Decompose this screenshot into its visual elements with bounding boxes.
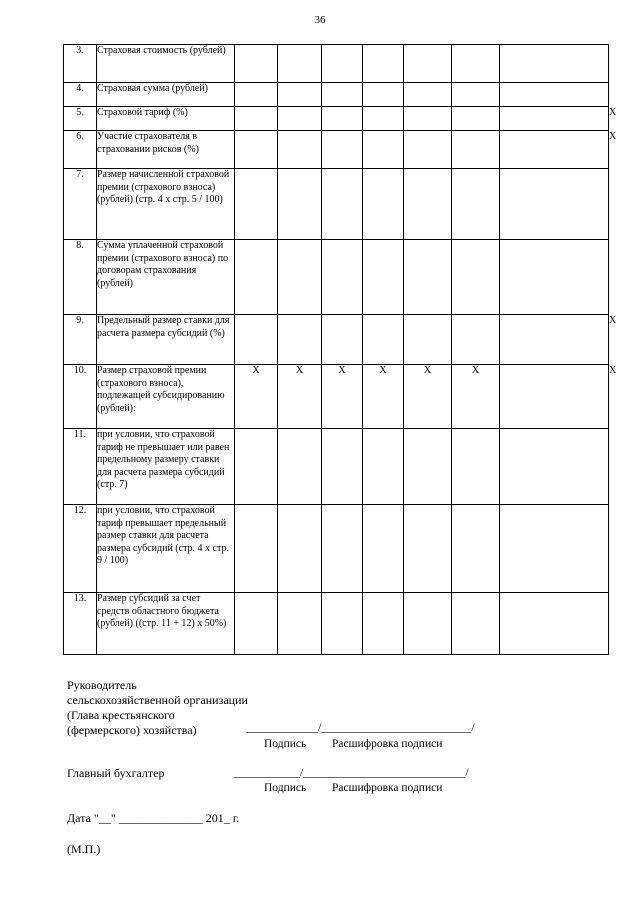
- table-cell: X: [235, 365, 278, 429]
- table-cell: [235, 45, 278, 83]
- row-number: 11.: [64, 429, 97, 505]
- table-cell: [363, 240, 404, 315]
- page-number: 36: [314, 14, 326, 26]
- table-cell: [322, 429, 363, 505]
- row-number: 3.: [64, 45, 97, 83]
- row-description: Сумма уплаченной страховой премии (страхового взноса) по договорам страхования (рублей): [97, 240, 235, 315]
- table-row: [64, 83, 609, 107]
- row-number: 13.: [64, 593, 97, 655]
- row-description: Страховая сумма (рублей): [97, 83, 235, 107]
- table-cell: [404, 45, 452, 83]
- stamp-placeholder: (М.П.): [67, 842, 101, 856]
- head-signature-caption: Подпись: [264, 738, 307, 750]
- date-line: Дата "__" ______________ 201_ г.: [67, 811, 240, 825]
- accountant-signature-caption: Подпись: [264, 782, 307, 794]
- table-cell: [363, 45, 404, 83]
- table-cell: X: [363, 365, 404, 429]
- row-number: 9.: [64, 315, 97, 365]
- table-cell: [500, 315, 609, 365]
- table-row: [64, 429, 609, 505]
- table-cell: [235, 593, 278, 655]
- table-cell: [322, 593, 363, 655]
- table-cell: X: [404, 365, 452, 429]
- table-cell: [404, 429, 452, 505]
- table-cell: [404, 169, 452, 240]
- head-label-line-3: (Глава крестьянского: [67, 708, 175, 722]
- table-cell: [278, 169, 322, 240]
- table-cell: [452, 83, 500, 107]
- table-cell: [500, 365, 609, 429]
- table-row: [64, 240, 609, 315]
- table-cell: [500, 240, 609, 315]
- table-cell: X: [452, 365, 500, 429]
- table-cell: [278, 593, 322, 655]
- table-cell: [363, 593, 404, 655]
- row-description: при условии, что страховой тариф не превышает или равен предельному размеру ставки для расчета размера субсидий (стр. 7): [97, 429, 235, 505]
- table-cell: [322, 169, 363, 240]
- head-decoding-caption: Расшифровка подписи: [332, 738, 443, 750]
- table-cell: [500, 505, 609, 593]
- table-cell: [404, 240, 452, 315]
- table-cell: [500, 107, 609, 131]
- table-cell: [322, 107, 363, 131]
- table-cell: [322, 315, 363, 365]
- table-cell: [363, 107, 404, 131]
- table-cell: [500, 429, 609, 505]
- table-cell: [278, 107, 322, 131]
- table-row: 10. Размер страховой премии (страхового взноса), подлежащей субсидированию (рублей): X X X X X X X: [64, 365, 609, 429]
- table-cell: [235, 429, 278, 505]
- head-label-line-2: сельскохозяйственной организации: [67, 693, 248, 707]
- table-cell: [404, 315, 452, 365]
- table-row: 9. Предельный размер ставки для расчета размера субсидий (%) X: [64, 315, 609, 365]
- table-row: [64, 505, 609, 593]
- table-cell: [500, 169, 609, 240]
- table-cell: X: [322, 365, 363, 429]
- table-cell: [322, 240, 363, 315]
- head-signature-blank: ____________/_________________________/: [246, 720, 475, 734]
- table-cell: [452, 169, 500, 240]
- accountant-signature-blank: ___________/___________________________/: [234, 765, 469, 779]
- table-cell: [363, 131, 404, 169]
- row-description: Участие страхователя в страховании рисков (%): [97, 131, 235, 169]
- table-cell: [235, 131, 278, 169]
- table-cell: [452, 107, 500, 131]
- row-number: 8.: [64, 240, 97, 315]
- row-number: 6.: [64, 131, 97, 169]
- table-cell: [278, 240, 322, 315]
- table-cell: [278, 505, 322, 593]
- head-label-line-1: Руководитель: [67, 678, 137, 692]
- row-number: 10.: [64, 365, 97, 429]
- table-row: [64, 45, 609, 83]
- table-cell: X: [278, 365, 322, 429]
- table-cell: [235, 315, 278, 365]
- row-description: Размер страховой премии (страхового взноса), подлежащей субсидированию (рублей):: [97, 365, 235, 429]
- table-cell: [500, 45, 609, 83]
- table-row: 5. Страховой тариф (%) X: [64, 107, 609, 131]
- row-description: Размер субсидий за счет средств областного бюджета (рублей) ((стр. 11 + 12) x 50%): [97, 593, 235, 655]
- accountant-decoding-caption: Расшифровка подписи: [332, 782, 443, 794]
- subsidy-calculation-table: [63, 44, 617, 655]
- row-number: 7.: [64, 169, 97, 240]
- table-cell: [452, 45, 500, 83]
- row-description: при условии, что страховой тариф превышает предельный размер ставки для расчета размера субсидий (стр. 4 x стр. 9 / 100): [97, 505, 235, 593]
- accountant-label: Главный бухгалтер: [67, 766, 165, 780]
- table-cell: [500, 131, 609, 169]
- row-number: 12.: [64, 505, 97, 593]
- table-cell: [452, 505, 500, 593]
- table-cell: [500, 83, 609, 107]
- row-number: 4.: [64, 83, 97, 107]
- table-cell: [404, 83, 452, 107]
- table-cell: [500, 593, 609, 655]
- table-cell: [452, 315, 500, 365]
- table-cell: [363, 429, 404, 505]
- table-cell: [452, 593, 500, 655]
- table-cell: [404, 131, 452, 169]
- table-cell: [235, 240, 278, 315]
- table-cell: [452, 429, 500, 505]
- table-cell: [363, 83, 404, 107]
- table-cell: [452, 131, 500, 169]
- table-cell: [363, 505, 404, 593]
- table-cell: [363, 315, 404, 365]
- table-cell: [278, 83, 322, 107]
- row-description: Страховая стоимость (рублей): [97, 45, 235, 83]
- row-number: 5.: [64, 107, 97, 131]
- row-description: Страховой тариф (%): [97, 107, 235, 131]
- table-cell: [235, 505, 278, 593]
- row-description: Размер начисленной страховой премии (страхового взноса) (рублей) (стр. 4 x стр. 5 / 100): [97, 169, 235, 240]
- table-cell: [322, 505, 363, 593]
- table-cell: [404, 107, 452, 131]
- table-cell: [404, 505, 452, 593]
- table-cell: [278, 45, 322, 83]
- table-cell: [452, 240, 500, 315]
- head-signatory-block: [67, 678, 248, 738]
- table-cell: [278, 429, 322, 505]
- table-cell: [278, 315, 322, 365]
- table-cell: [363, 169, 404, 240]
- table-cell: [235, 83, 278, 107]
- row-description: Предельный размер ставки для расчета размера субсидий (%): [97, 315, 235, 365]
- table-cell: [278, 131, 322, 169]
- table-cell: [322, 45, 363, 83]
- table-cell: [404, 593, 452, 655]
- table-cell: [235, 107, 278, 131]
- table-cell: [322, 131, 363, 169]
- table-row: [64, 593, 609, 655]
- table-row: 6. Участие страхователя в страховании рисков (%) X: [64, 131, 609, 169]
- head-label-line-4: (фермерского) хозяйства): [67, 723, 197, 737]
- table-cell: [235, 169, 278, 240]
- table-row: [64, 169, 609, 240]
- table-cell: [322, 83, 363, 107]
